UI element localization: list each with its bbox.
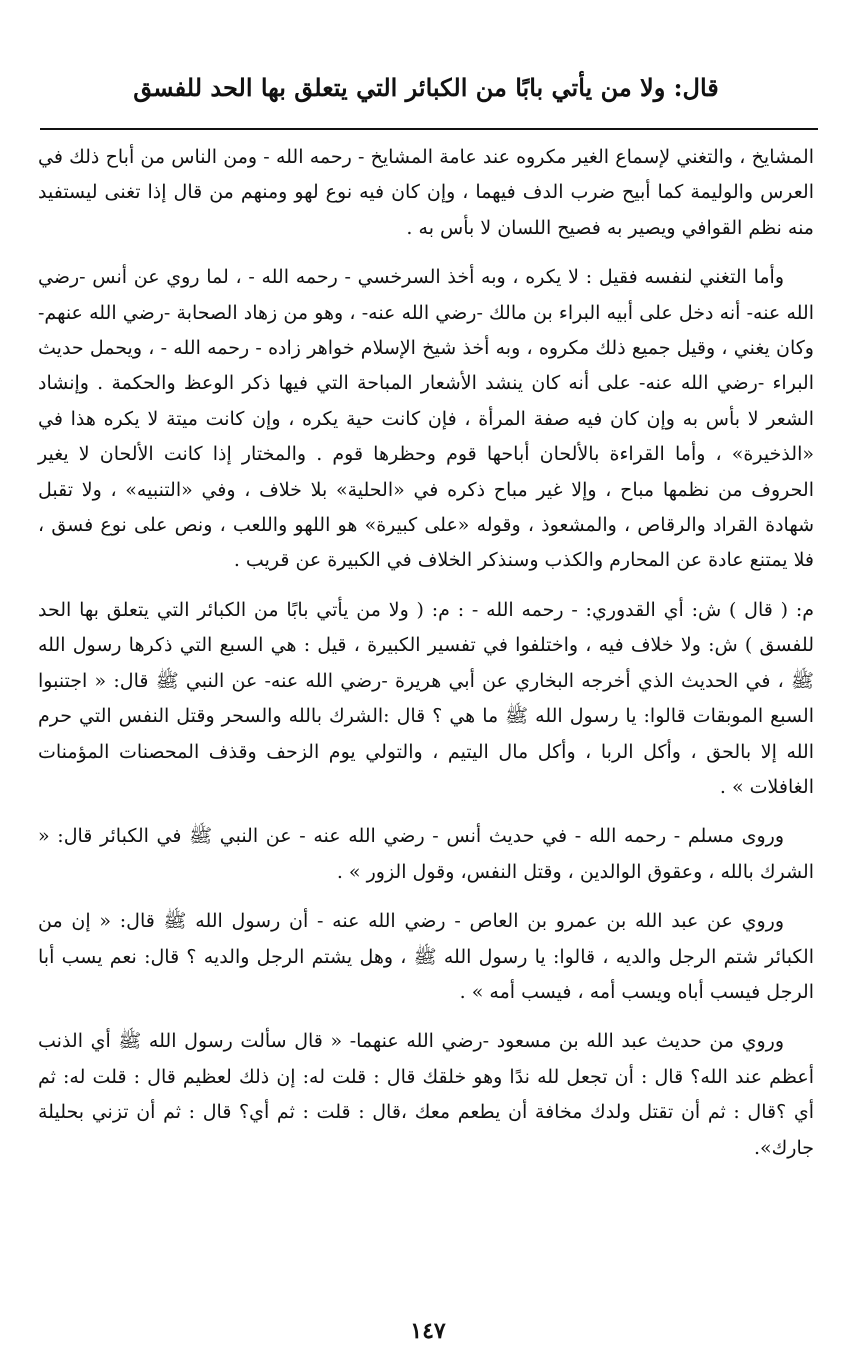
body-text [38,140,814,1180]
paragraph-4: وروى مسلم - رحمه الله - في حديث أنس - رضي الله عنه - عن النبي ﷺ في الكبائر قال: « الشرك بالله ، وعقوق الوالدين ، وقتل النفس، وقول الزور » . [38,825,814,883]
paragraph-3: م: ( قال ) ش: أي القدوري: - رحمه الله - : م: ( ولا من يأتي بابًا من الكبائر التي يتعلق بها الحد للفسق ) ش: ولا خلاف فيه ، واختلفوا في تفسير الكبيرة ، قيل : هي السبع التي ذكرها رسول الله ﷺ ، في الحديث الذي أخرجه البخاري عن أبي هريرة -رضي الله عنه- عن النبي ﷺ قال: « اجتنبوا السبع الموبقات قالوا: يا رسول الله ﷺ ما هي ؟ قال :الشرك بالله والسحر وقتل النفس التي حرم الله إلا بالحق ، وأكل الربا ، وأكل مال اليتيم ، والتولي يوم الزحف وقذف المحصنات المؤمنات الغافلات » . [38,598,815,798]
paragraph-1: المشايخ ، والتغني لإسماع الغير مكروه عند عامة المشايخ - رحمه الله - ومن الناس من أباح ذلك في العرس والوليمة كما أبيح ضرب الدف فيهما ، وإن كان فيه نوع لهو ومنهم من قال إذا تغنى ليستفيد منه نظم القوافي ويصير به فصيح اللسان لا بأس به . [38,146,814,239]
paragraph-6: وروي من حديث عبد الله بن مسعود -رضي الله عنهما- « قال سألت رسول الله ﷺ أي الذنب أعظم عند الله؟ قال : أن تجعل لله ندًا وهو خلقك قال : قلت له: إن ذلك لعظيم قال : قلت له: ثم أي ؟قال : ثم أن تقتل ولدك مخافة أن يطعم معك ،قال : قلت : ثم أي؟ قال : ثم أن تزني بحليلة جارك». [38,1030,814,1159]
running-header-title: قال: ولا من يأتي بابًا من الكبائر التي يتعلق بها الحد للفسق [133,73,719,102]
header-divider [40,128,818,130]
paragraph-5: وروي عن عبد الله بن عمرو بن العاص - رضي الله عنه - أن رسول الله ﷺ قال: « إن من الكبائر شتم الرجل والديه ، قالوا: يا رسول الله ﷺ ، وهل يشتم الرجل والديه ؟ قال: نعم يسب أبا الرجل فيسب أباه ويسب أمه ، فيسب أمه » . [38,910,814,1003]
paragraph-2: وأما التغني لنفسه فقيل : لا يكره ، وبه أخذ السرخسي - رحمه الله - ، لما روي عن أنس -رضي الله عنه- أنه دخل على أبيه البراء بن مالك -رضي الله عنه- ، وهو من زهاد الصحابة -رضي الله عنهم- وكان يغني ، وقيل جميع ذلك مكروه ، وبه أخذ شيخ الإسلام خواهر زاده - رحمه الله - ، ويحمل حديث البراء -رضي الله عنه- على أنه كان ينشد الأشعار المباحة التي فيها ذكر الوعظ والحكمة . وإنشاد الشعر لا بأس به وإن كان فيه صفة المرأة ، فإن كانت حية يكره ، وإن كانت ميتة لا يكره هذا في «الذخيرة» ، وأما القراءة بالألحان أباحها قوم وحظرها قوم . والمختار إذا كانت الألحان لا يغير الحروف من نظمها مباح ، وإلا غير مباح ذكره في «الحلية» بلا خلاف ، وفي «التنبيه» ، ولا تقبل شهادة القراد والرقاص ، والمشعوذ ، وقوله «على كبيرة» هو اللهو واللعب ، ونص على نوع فسق ، فلا يمتنع عادة عن المحارم والكذب وسنذكر الخلاف في الكبيرة عن قريب . [38,266,814,572]
page-number: ١٤٧ [410,1318,446,1344]
